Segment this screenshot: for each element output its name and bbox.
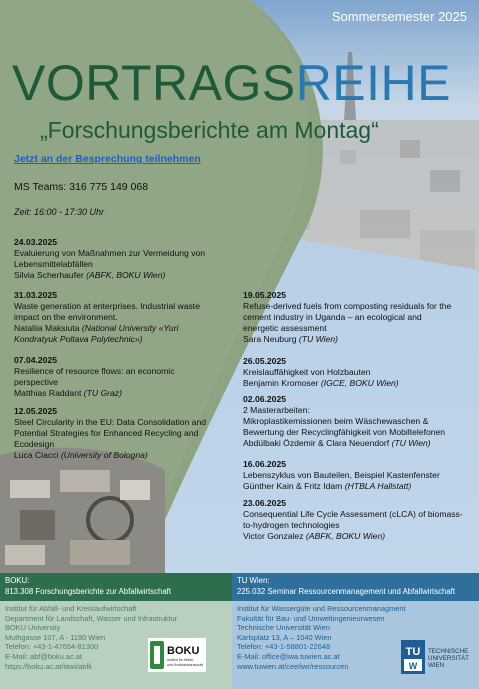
event-date: 31.03.2025 (14, 290, 58, 300)
tuwien-logo (400, 638, 472, 678)
event-title-line: Steel Circularity in the EU: Data Consolidation and (14, 417, 207, 427)
event-title-line: Potential Strategies for Enhanced Recycling and (14, 428, 199, 438)
event-speaker: Nataliia Maksiuta (14, 323, 80, 333)
contact-website-link[interactable]: www.tuwien.at/cee/iwr/ressourcen (237, 661, 349, 671)
event-title-line: 2 Masterarbeiten: (243, 405, 310, 415)
event-speaker-line (243, 438, 475, 449)
event-title-line: Bewertung der Recyclingfähigkeit von Mobiltelefonen (243, 427, 446, 437)
boku-logo-text: BOKU (167, 645, 200, 657)
event-date: 07.04.2025 (14, 355, 58, 365)
event-speaker: Matthias Raddant (14, 388, 82, 398)
contact-line: Telefon: +43-1-58801-22648 (237, 642, 331, 652)
join-meeting-link[interactable]: Jetzt an der Besprechung teilnehmen (14, 153, 201, 165)
event-title-line: Resilience of resource flows: an economic (14, 366, 175, 376)
footer-tuwien-course: 225.032 Seminar Ressourcenmanagement und Abfallwirtschaft (237, 587, 456, 596)
event-title-line: Ecodesign (14, 439, 55, 449)
contact-line: Fakultät für Bau- und Umweltingenieurwesen (237, 613, 385, 623)
teams-id: MS Teams: 316 775 149 068 (14, 181, 149, 193)
footer-boku-course: 813.308 Forschungsberichte zur Abfallwirtschaft (5, 587, 171, 596)
boku-logo-sub: Institut für Abfall- (167, 658, 194, 662)
event-date: 16.06.2025 (243, 459, 287, 469)
contact-line: BOKU University (5, 623, 61, 633)
event-title-line: perspective (14, 377, 58, 387)
event-item (243, 394, 475, 449)
contact-line: Muthgasse 107, A - 1190 Wien (5, 632, 106, 642)
svg-text:W: W (408, 661, 418, 671)
title-part-2: REIHE (295, 55, 451, 111)
event-date: 24.03.2025 (14, 237, 58, 247)
event-affiliation: (University of Bologna) (60, 450, 148, 460)
footer-boku-heading: BOKU: (5, 576, 30, 585)
contact-line: Institut für Wassergüte und Ressourcenmanagment (237, 604, 406, 613)
tuwien-logo-line: TECHNISCHE (428, 648, 469, 655)
event-speaker-line (14, 323, 254, 334)
event-speaker: Victor Gonzalez (243, 531, 304, 541)
event-affiliation: (TU Wien) (298, 334, 338, 344)
footer-tuwien-heading: TU Wien: (237, 576, 270, 585)
event-date: 19.05.2025 (243, 290, 287, 300)
contact-email-link[interactable]: E-Mail: office@iwa.tuwien.ac.at (237, 651, 340, 661)
contact-line: Technische Universität Wien (237, 623, 330, 633)
tuwien-logo-line: WIEN (428, 662, 445, 669)
event-date: 23.06.2025 (243, 498, 287, 508)
event-title-line: to-hydrogen technologies (243, 520, 340, 530)
svg-text:TU: TU (405, 646, 421, 658)
event-item (14, 290, 254, 345)
event-title-line: Consequential Life Cycle Assessment (cLCA) of biomass- (243, 509, 463, 519)
event-speaker-line (14, 388, 254, 399)
event-date: 12.05.2025 (14, 406, 58, 416)
event-title-line: Kreislauffähigkeit von Holzbauten (243, 367, 371, 377)
event-title-line: Mikroplastikemissionen beim Wäschewaschen & (243, 416, 429, 426)
event-title-line: Evaluierung von Maßnahmen zur Vermeidung von (14, 248, 206, 258)
contact-line: Department für Landschaft, Wasser und Infrastruktur (5, 613, 178, 623)
event-affiliation-cont: Kondratyuk Poltava Polytechnic») (14, 334, 143, 344)
tuwien-logo-line: UNIVERSITÄT (428, 655, 469, 662)
page-subtitle: „Forschungsberichte am Montag“ (40, 117, 379, 143)
waste-photo (0, 448, 165, 573)
title-part-1: VORTRAGS (12, 55, 296, 111)
boku-logo (148, 638, 206, 672)
event-title-line: impact on the environment. (14, 312, 118, 322)
contact-website-link[interactable]: https://boku.ac.at/lawi/abfk (5, 661, 93, 671)
event-speaker-line (14, 450, 254, 461)
event-item (14, 406, 254, 461)
event-affiliation: (ABFK, BOKU Wien) (86, 270, 166, 280)
contact-line: Telefon: +43-1-47654-81300 (5, 642, 99, 652)
event-speaker-line (243, 378, 475, 389)
event-speaker: Sara Neuburg (243, 334, 297, 344)
event-affiliation: (National University «Yuri (81, 323, 179, 333)
contact-line: Karlsplatz 13, A – 1040 Wien (237, 632, 332, 642)
event-speaker: Luca Ciacci (14, 450, 59, 460)
boku-logo-sub: und Kreislaufwirtschaft (167, 663, 204, 667)
event-item (243, 356, 475, 389)
footer-tuwien-contact (237, 604, 406, 671)
boku-logo-icon (148, 638, 206, 672)
event-title-line: Waste generation at enterprises. Industrial waste (14, 301, 200, 311)
event-affiliation: (ABFK, BOKU Wien) (305, 531, 386, 541)
event-affiliation: (TU Graz) (83, 388, 122, 398)
event-title-line: Refuse-derived fuels from composting residuals for the (243, 301, 452, 311)
tuwien-logo-icon (400, 638, 472, 678)
event-affiliation: (TU Wien) (391, 438, 431, 448)
semester-label: Sommersemester 2025 (331, 9, 467, 24)
event-item (14, 237, 254, 281)
event-speaker: Abdülbaki Özdemir & Clara Neuendorf (243, 438, 390, 448)
event-item (243, 459, 475, 492)
contact-line: Institut für Abfall- und Kreislaufwirtschaft (5, 604, 137, 613)
event-affiliation: (IGCE, BOKU Wien) (320, 378, 399, 388)
event-speaker-line (14, 270, 254, 281)
event-speaker-line (243, 481, 475, 492)
event-speaker: Günther Kain & Fritz Idam (243, 481, 343, 491)
event-date: 26.05.2025 (243, 356, 287, 366)
event-item (14, 355, 254, 399)
page-title (12, 56, 451, 110)
contact-email-link[interactable]: E-Mail: abf@boku.ac.at (5, 651, 82, 661)
event-speaker-line (243, 334, 475, 345)
event-item (243, 498, 475, 542)
event-title-line: Lebensmittelabfällen (14, 259, 93, 269)
event-date: 02.06.2025 (243, 394, 287, 404)
event-title-line: energetic assessment (243, 323, 327, 333)
event-speaker-line (243, 531, 475, 542)
event-title-line: Lebenszyklus von Bauteilen, Beispiel Kastenfenster (243, 470, 440, 480)
time-label: Zeit: 16:00 - 17:30 Uhr (14, 207, 105, 217)
event-speaker: Silvia Scherhaufer (14, 270, 84, 280)
footer-tuwien-header (232, 573, 479, 601)
footer-boku-header (0, 573, 232, 601)
event-title-line: cement industry in Uganda – an ecological and (243, 312, 422, 322)
event-item (243, 290, 475, 345)
event-speaker: Benjamin Kromoser (243, 378, 319, 388)
event-affiliation: (HTBLA Hallstatt) (344, 481, 412, 491)
